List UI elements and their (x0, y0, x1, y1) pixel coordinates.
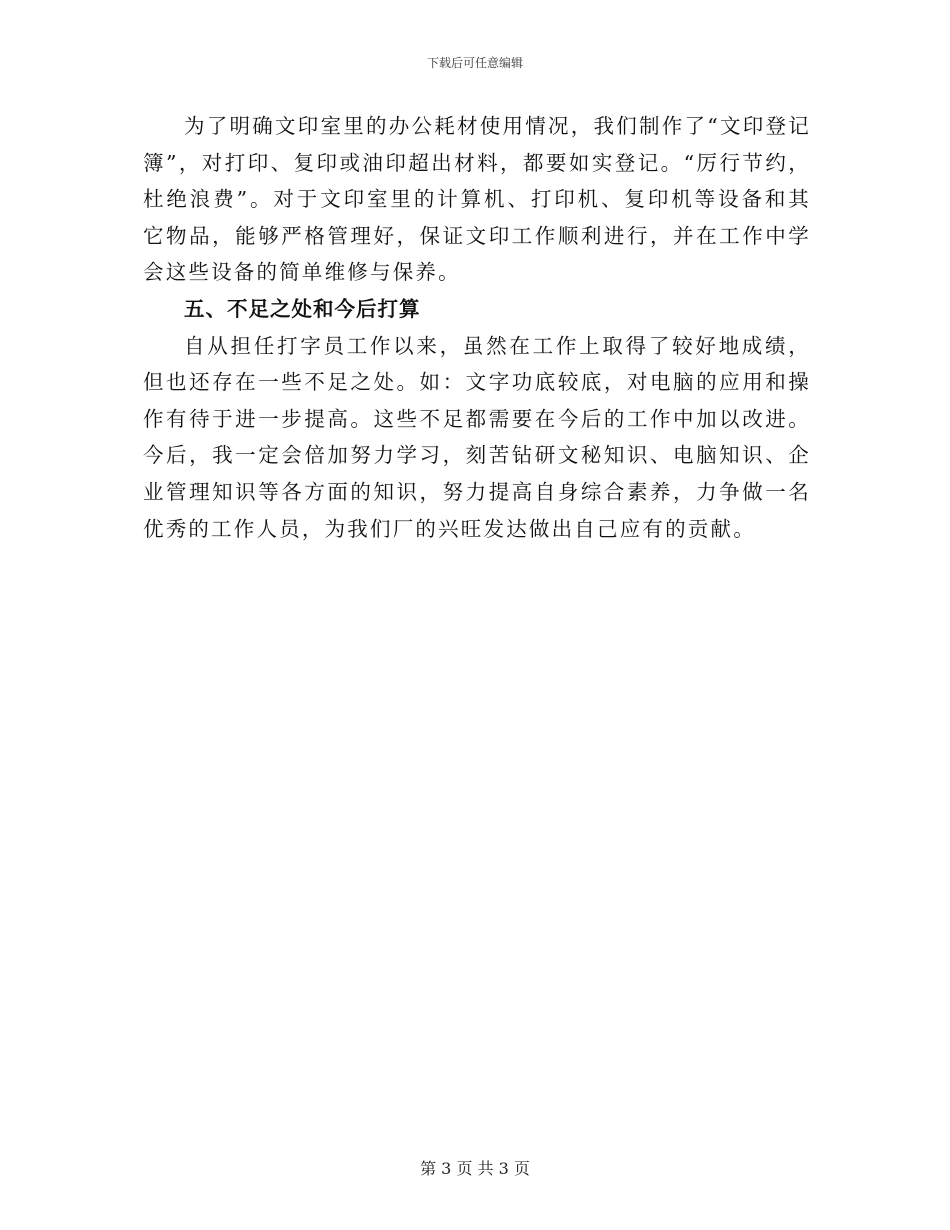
page-header: 下载后可任意编辑 (426, 56, 523, 70)
paragraph-office-supplies: 为了明确文印室里的办公耗材使用情况，我们制作了“文印登记簿”，对打印、复印或油印超出材料，都要如实登记。“厉行节约，杜绝浪费”。对于文印室里的计算机、打印机、复印机等设备和其它物品，能够严格管理好，保证文印工作顺利进行，并在工作中学会这些设备的简单维修与保养。 (143, 114, 811, 285)
section-heading-shortcomings: 五、不足之处和今后打算 (184, 296, 421, 321)
document-body (143, 108, 811, 547)
paragraph-shortcomings-plans: 自从担任打字员工作以来，虽然在工作上取得了较好地成绩，但也还存在一些不足之处。如：文字功底较底，对电脑的应用和操作有待于进一步提高。这些不足都需要在今后的工作中加以改进。今后，我一定会倍加努力学习，刻苦钻研文秘知识、电脑知识、企业管理知识等各方面的知识，努力提高自身综合素养，力争做一名优秀的工作人员，为我们厂的兴旺发达做出自己应有的贡献。 (143, 333, 811, 541)
page-footer: 第 3 页 共 3 页 (420, 1159, 530, 1178)
